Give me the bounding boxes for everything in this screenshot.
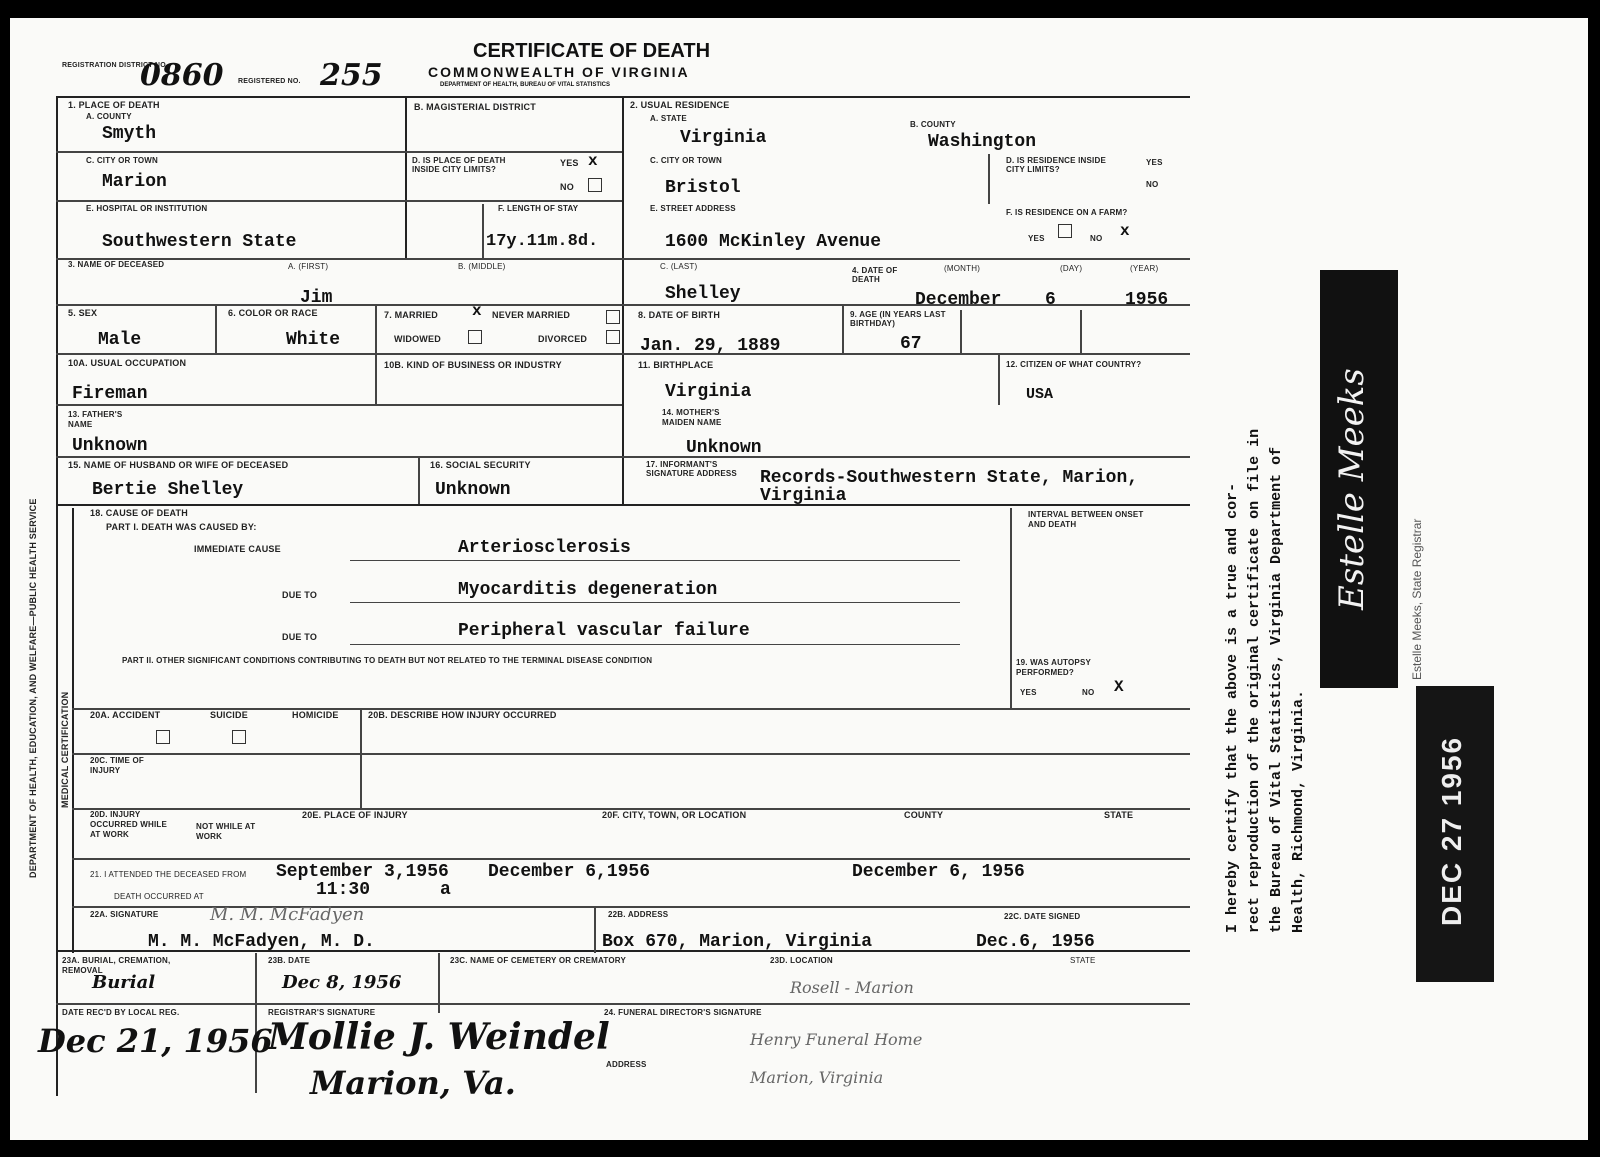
interval-divider <box>1010 508 1012 708</box>
res-county-value: Washington <box>928 132 1037 152</box>
death-month-label: (MONTH) <box>944 264 981 273</box>
burial-location-handwriting: Rosell - Marion <box>790 978 914 997</box>
not-work-label: NOT WHILE AT WORK <box>196 822 256 841</box>
occupation-value: Fireman <box>72 384 148 404</box>
injury-work-label: 20D. INJURY OCCURRED WHILE AT WORK <box>90 810 168 839</box>
autopsy-no-label: NO <box>1082 688 1095 697</box>
race-label: 6. COLOR OR RACE <box>228 308 318 318</box>
reg-district-label: REGISTRATION DISTRICT NO. <box>62 62 168 69</box>
certification-line-3: the Bureau of Vital Statistics, Virginia Department of <box>1268 446 1285 933</box>
farm-yes-box <box>1058 224 1072 238</box>
age-divider-1 <box>960 310 962 354</box>
stay-divider <box>482 204 484 258</box>
death-month-value: December <box>915 290 1002 310</box>
first-name-label: A. (FIRST) <box>288 262 329 271</box>
injury-location-label: 20F. CITY, TOWN, OR LOCATION <box>602 810 747 820</box>
row-line-5 <box>56 353 1190 355</box>
date-signed-label: 22C. DATE SIGNED <box>1004 912 1081 921</box>
pod-yes-mark: x <box>588 152 598 170</box>
place-of-death-label: 1. PLACE OF DEATH <box>68 100 160 110</box>
farm-no-label: NO <box>1090 234 1103 243</box>
reg-district-no: 0860 <box>140 58 224 93</box>
cemetery-label: 23C. NAME OF CEMETERY OR CREMATORY <box>450 956 627 965</box>
birthplace-value: Virginia <box>665 382 752 402</box>
signature-label: 22A. SIGNATURE <box>90 910 159 919</box>
street-label: E. STREET ADDRESS <box>650 204 736 213</box>
middle-name-label: B. (MIDDLE) <box>458 262 506 271</box>
registrar-label: REGISTRAR'S SIGNATURE <box>268 1008 376 1017</box>
farm-label: F. IS RESIDENCE ON A FARM? <box>1006 208 1128 217</box>
due-to-1-line <box>350 602 960 603</box>
res-no-label: NO <box>1146 180 1159 189</box>
res-city-label: C. CITY OR TOWN <box>650 156 723 165</box>
registrar-signature-box <box>1320 270 1398 688</box>
place-injury-label: 20E. PLACE OF INJURY <box>302 810 408 820</box>
attended-from: September 3,1956 <box>276 862 449 882</box>
autopsy-mark: X <box>1114 678 1124 696</box>
suicide-label: SUICIDE <box>210 710 248 720</box>
farm-no-mark: x <box>1120 222 1130 240</box>
immediate-line <box>350 560 960 561</box>
first-name-value: Jim <box>300 288 333 308</box>
registrar-signature: Mollie J. Weindel <box>268 1016 610 1058</box>
state-registrar-signature: Estelle Meeks <box>1332 368 1372 610</box>
res-state-label: A. STATE <box>650 114 687 123</box>
informant-line1: Records-Southwestern State, Marion, <box>760 468 1139 488</box>
stay-value: 17y.11m.8d. <box>486 232 599 251</box>
burial-date-label: 23B. DATE <box>268 956 311 965</box>
widowed-label: WIDOWED <box>394 334 441 344</box>
res-city-value: Bristol <box>665 178 741 198</box>
res-county-label: B. COUNTY <box>910 120 956 129</box>
age-divider-2 <box>1080 310 1082 354</box>
street-value: 1600 McKinley Avenue <box>665 232 882 252</box>
injury-state-label: STATE <box>1104 810 1134 820</box>
state-registrar-title: Estelle Meeks, State Registrar <box>1410 518 1424 680</box>
part2-label: PART II. OTHER SIGNIFICANT CONDITIONS CONTRIBUTING TO DEATH BUT NOT RELATED TO THE TERMINAL DISEASE CONDITION <box>122 656 653 665</box>
medical-frame-left <box>72 508 74 953</box>
death-day-value: 6 <box>1045 290 1056 310</box>
death-ampm: a <box>440 880 451 900</box>
burial-label: 23A. BURIAL, CREMATION, REMOVAL <box>62 956 171 975</box>
burial-location-label: 23D. LOCATION <box>770 956 833 965</box>
stay-label: F. LENGTH OF STAY <box>498 204 579 213</box>
deceased-name-label: 3. NAME OF DECEASED <box>68 260 165 269</box>
autopsy-yes-label: YES <box>1020 688 1037 697</box>
res-inside-label: D. IS RESIDENCE INSIDE CITY LIMITS? <box>1006 156 1106 174</box>
ssn-label: 16. SOCIAL SECURITY <box>430 460 531 470</box>
row-line-7 <box>56 456 1190 458</box>
pod-city-label: C. CITY OR TOWN <box>86 156 159 165</box>
informant-line2: Virginia <box>760 486 847 506</box>
row-line-6 <box>56 404 622 406</box>
pod-city-value: Marion <box>102 172 167 192</box>
widowed-box <box>468 330 482 344</box>
due-to-2-value: Peripheral vascular failure <box>458 621 750 641</box>
due-to-1-value: Myocarditis degeneration <box>458 580 718 600</box>
row-line-4 <box>56 304 1190 306</box>
age-label: 9. AGE (IN YEARS LAST BIRTHDAY) <box>850 310 946 328</box>
physician-signature: M. M. McFadyen <box>210 904 365 925</box>
certification-line-1: I hereby certify that the above is a true and cor- <box>1224 482 1241 933</box>
residence-divider <box>622 98 624 504</box>
race-value: White <box>286 330 341 350</box>
res-yes-label: YES <box>1146 158 1163 167</box>
date-death-label: 4. DATE OF DEATH <box>852 266 898 284</box>
burial-state-label: STATE <box>1070 956 1096 965</box>
immediate-value: Arteriosclerosis <box>458 538 631 558</box>
attended-to: December 6,1956 <box>488 862 651 882</box>
married-label: 7. MARRIED <box>384 310 439 320</box>
birth-value: Jan. 29, 1889 <box>640 336 781 356</box>
birth-label: 8. DATE OF BIRTH <box>638 310 721 320</box>
address-divider <box>594 908 596 953</box>
certificate-title: CERTIFICATE OF DEATH <box>473 40 711 62</box>
death-day-label: (DAY) <box>1060 264 1083 273</box>
date-signed: Dec.6, 1956 <box>976 932 1095 952</box>
spouse-value: Bertie Shelley <box>92 480 244 500</box>
burial-value: Burial <box>92 972 156 993</box>
hospital-label: E. HOSPITAL OR INSTITUTION <box>86 204 208 213</box>
row-line-11 <box>72 858 1190 860</box>
injury-desc-label: 20B. DESCRIBE HOW INJURY OCCURRED <box>368 710 557 720</box>
date-stamp-text: DEC 27 1956 <box>1436 735 1467 926</box>
birthplace-label: 11. BIRTHPLACE <box>638 360 714 370</box>
date-recd-label: DATE REC'D BY LOCAL REG. <box>62 1008 180 1017</box>
frame-left <box>56 96 58 1096</box>
part1-label: PART I. DEATH WAS CAUSED BY: <box>106 522 257 532</box>
business-label: 10B. KIND OF BUSINESS OR INDUSTRY <box>384 360 562 370</box>
mother-label: 14. MOTHER'S MAIDEN NAME <box>662 408 722 427</box>
never-married-label: NEVER MARRIED <box>492 310 571 320</box>
funeral-address-label: ADDRESS <box>606 1060 647 1069</box>
spouse-divider <box>418 456 420 504</box>
immediate-label: IMMEDIATE CAUSE <box>194 544 281 554</box>
homicide-label: HOMICIDE <box>292 710 339 720</box>
married-mark: x <box>472 302 482 320</box>
death-year-label: (YEAR) <box>1130 264 1159 273</box>
magisterial-divider <box>405 98 407 258</box>
birth-divider <box>842 306 844 354</box>
sex-label: 5. SEX <box>68 308 98 318</box>
citizen-value: USA <box>1026 386 1054 403</box>
citizen-label: 12. CITIZEN OF WHAT COUNTRY? <box>1006 360 1142 369</box>
date-stamp <box>1416 686 1494 982</box>
res-state-value: Virginia <box>680 128 767 148</box>
mother-value: Unknown <box>686 438 762 458</box>
pod-county-value: Smyth <box>102 124 157 144</box>
usual-residence-label: 2. USUAL RESIDENCE <box>630 100 730 110</box>
suicide-box <box>232 730 246 744</box>
time-injury-label: 20C. TIME OF INJURY <box>90 756 144 775</box>
last-name-label: C. (LAST) <box>660 262 698 271</box>
farm-yes-label: YES <box>1028 234 1045 243</box>
spouse-label: 15. NAME OF HUSBAND OR WIFE OF DECEASED <box>68 460 289 470</box>
father-label: 13. FATHER'S NAME <box>68 410 123 429</box>
sex-value: Male <box>98 330 142 350</box>
interval-label: INTERVAL BETWEEN ONSET AND DEATH <box>1028 510 1144 529</box>
accident-box <box>156 730 170 744</box>
medical-certification-label: MEDICAL CERTIFICATION <box>60 691 70 808</box>
informant-label: 17. INFORMANT'S SIGNATURE ADDRESS <box>646 460 737 478</box>
registered-no-label: REGISTERED NO. <box>238 78 301 85</box>
registered-no: 255 <box>320 58 383 93</box>
death-occurred-label: DEATH OCCURRED AT <box>114 892 204 901</box>
inside-limits-label: D. IS PLACE OF DEATH INSIDE CITY LIMITS? <box>412 156 506 174</box>
funeral-director-label: 24. FUNERAL DIRECTOR'S SIGNATURE <box>604 1008 762 1017</box>
accident-label: 20A. ACCIDENT <box>90 710 161 720</box>
certification-text <box>1222 429 1310 933</box>
pod-no-box <box>588 178 602 192</box>
certification-line-4: Health, Richmond, Virginia. <box>1290 689 1307 933</box>
age-value: 67 <box>900 334 922 354</box>
race-divider <box>375 304 377 353</box>
injury-county-label: COUNTY <box>904 810 944 820</box>
sex-divider <box>215 304 217 353</box>
physician-name: M. M. McFadyen, M. D. <box>148 932 375 952</box>
autopsy-label: 19. WAS AUTOPSY PERFORMED? <box>1016 658 1091 677</box>
pod-yes-label: YES <box>560 158 579 168</box>
funeral-address-handwriting: Marion, Virginia <box>750 1068 884 1087</box>
physician-address-label: 22B. ADDRESS <box>608 910 669 919</box>
row-line-1 <box>56 151 622 153</box>
due-to-1-label: DUE TO <box>282 590 318 600</box>
section-divider <box>56 504 1190 506</box>
certificate-paper <box>10 18 1588 1140</box>
divorced-box <box>606 330 620 344</box>
death-time: 11:30 <box>316 880 371 900</box>
funeral-signature: Henry Funeral Home <box>750 1030 923 1049</box>
occupation-label: 10A. USUAL OCCUPATION <box>68 358 187 368</box>
side-department-text: DEPARTMENT OF HEALTH, EDUCATION, AND WELFARE—PUBLIC HEALTH SERVICE <box>28 498 38 878</box>
date-recd-value: Dec 21, 1956 <box>38 1022 273 1060</box>
never-married-box <box>606 310 620 324</box>
physician-address: Box 670, Marion, Virginia <box>602 932 873 952</box>
certificate-subtitle: COMMONWEALTH OF VIRGINIA <box>428 64 690 80</box>
magisterial-label: B. MAGISTERIAL DISTRICT <box>414 102 536 112</box>
cause-label: 18. CAUSE OF DEATH <box>90 508 188 518</box>
burial-date-value: Dec 8, 1956 <box>282 972 402 993</box>
citizen-divider <box>998 353 1000 405</box>
attended-label: 21. I ATTENDED THE DECEASED FROM <box>90 870 247 879</box>
death-year-value: 1956 <box>1125 290 1169 310</box>
row-line-2 <box>56 200 622 202</box>
res-inside-divider <box>988 154 990 204</box>
due-to-2-label: DUE TO <box>282 632 318 642</box>
hospital-value: Southwestern State <box>102 232 297 252</box>
divorced-label: DIVORCED <box>538 334 588 344</box>
row-line-3 <box>56 258 1190 260</box>
injury-divider <box>360 708 362 808</box>
registrar-place: Marion, Va. <box>310 1064 516 1102</box>
pod-county-label: A. COUNTY <box>86 112 132 121</box>
occupation-divider <box>375 353 377 404</box>
department-line: DEPARTMENT OF HEALTH, BUREAU OF VITAL STATISTICS <box>440 82 610 88</box>
row-line-9 <box>72 753 1190 755</box>
last-seen: December 6, 1956 <box>852 862 1025 882</box>
last-name-value: Shelley <box>665 284 741 304</box>
due-to-2-line <box>350 644 960 645</box>
certification-line-2: rect reproduction of the original certificate on file in <box>1246 428 1263 933</box>
father-value: Unknown <box>72 436 148 456</box>
pod-no-label: NO <box>560 182 574 192</box>
row-line-13 <box>56 1003 1190 1005</box>
ssn-value: Unknown <box>435 480 511 500</box>
